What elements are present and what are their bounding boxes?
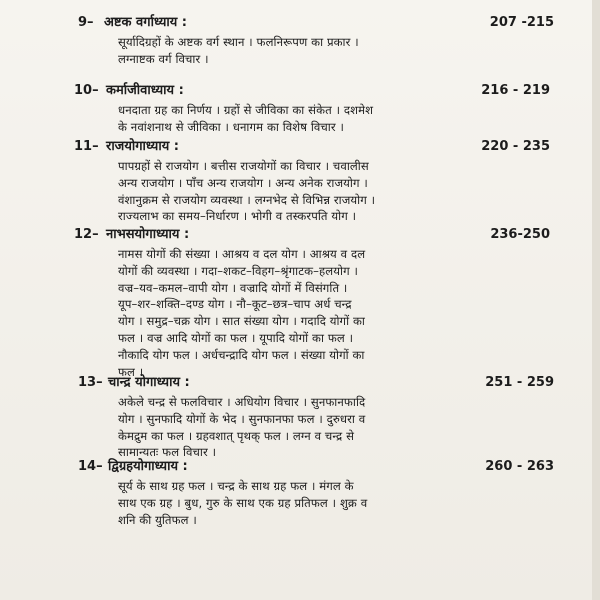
content-line: नौकादि योग फल । अर्धचन्द्रादि योग फल । संख्या योगों का (118, 347, 365, 362)
chapter-page-range: 251 - 259 (485, 375, 554, 390)
content-line: शनि की युतिफल । (118, 512, 197, 527)
chapter-contents (118, 102, 538, 136)
chapter-title: अष्टक वर्गाध्याय : (104, 15, 188, 30)
content-line: पापग्रहों से राजयोग । बत्तीस राजयोगों का विचार । चवालीस (118, 159, 369, 173)
chapter-heading (78, 458, 568, 476)
content-line: अकेले चन्द्र से फलविचार । अधियोग विचार । सुनफानफादि (118, 395, 366, 409)
chapter-contents (118, 246, 538, 380)
chapter-page-range: 207 -215 (489, 15, 554, 30)
chapter-number: 14– (78, 459, 103, 474)
chapter-number: 11– (74, 139, 99, 154)
chapter-page-range: 260 - 263 (485, 459, 554, 474)
chapter-title: कर्माजीवाध्याय : (106, 83, 184, 98)
content-line: राज्यलाभ का समय–निर्धारण । भोगी व तस्करपति योग । (118, 209, 357, 224)
chapter-title: द्विग्रहयोगाध्याय : (108, 459, 188, 474)
content-line: लग्नाष्टक वर्ग विचार । (118, 51, 209, 66)
chapter-contents (118, 158, 538, 225)
chapter-contents (118, 394, 538, 461)
chapter-heading (74, 82, 564, 100)
chapter-title: राजयोगाध्याय : (106, 139, 179, 154)
page-edge (592, 0, 600, 600)
content-line: फल । वज्र आदि योगों का फल । यूपादि योगों का फल । (118, 330, 354, 345)
content-line: योग । सुनफादि योगों के भेद । सुनफानफा फल । दुरुधरा व (118, 411, 366, 426)
chapter-number: 9– (78, 15, 94, 30)
content-line: अन्य राजयोग । पाँच अन्य राजयोग । अन्य अनेक राजयोग । (118, 175, 368, 190)
chapter-heading (74, 138, 564, 156)
chapter-title: चान्द्र योगाध्याय : (108, 375, 190, 390)
content-line: वज्र–यव–कमल–वापी योग । वज्रादि योगों में विसंगति । (118, 280, 348, 295)
chapter-heading (78, 374, 568, 392)
content-line: वंशानुक्रम से राजयोग व्यवस्था । लग्नभेद से विभिन्न राजयोग । (118, 192, 376, 207)
chapter-contents (118, 478, 538, 528)
content-line: केमद्रुम का फल । ग्रहवशात् पृथक् फल । लग्न व चन्द्र से (118, 428, 355, 443)
chapter-number: 12– (74, 227, 99, 242)
content-line: साथ एक ग्रह । बुध, गुरु के साथ एक ग्रह प्रतिफल । शुक्र व (118, 495, 368, 510)
content-line: यूप–शर–शक्ति–दण्ड योग । नौ–कूट–छत्र–चाप अर्ध चन्द्र (118, 297, 352, 312)
content-line: सूर्य के साथ ग्रह फल । चन्द्र के साथ ग्रह फल । मंगल के (118, 479, 354, 493)
chapter-page-range: 216 - 219 (481, 83, 550, 98)
content-line: सामान्यतः फल विचार । (118, 445, 217, 460)
chapter-page-range: 236-250 (490, 227, 550, 242)
content-line: धनदाता ग्रह का निर्णय । ग्रहों से जीविका का संकेत । दशमेश (118, 103, 374, 117)
content-line: के नवांशनाथ से जीविका । धनागम का विशेष विचार । (118, 119, 344, 134)
content-line: सूर्यादिग्रहों के अष्टक वर्ग स्थान । फलनिरूपण का प्रकार । (118, 35, 359, 49)
chapter-number: 10– (74, 83, 99, 98)
content-line: योग । समुद्र–चक्र योग । सात संख्या योग । गदादि योगों का (118, 314, 365, 329)
content-line: फल । (118, 364, 144, 379)
chapter-heading (74, 226, 564, 244)
chapter-number: 13– (78, 375, 103, 390)
content-line: नामस योगों की संख्या । आश्रय व दल योग । आश्रय व दल (118, 247, 366, 261)
content-line: योगों की व्यवस्था । गदा–शकट–विहग–श्रृंगाटक–हलयोग । (118, 263, 358, 278)
chapter-title: नाभसयोगाध्याय : (106, 227, 190, 242)
chapter-contents (118, 34, 538, 68)
chapter-heading (78, 14, 568, 32)
chapter-page-range: 220 - 235 (481, 139, 550, 154)
